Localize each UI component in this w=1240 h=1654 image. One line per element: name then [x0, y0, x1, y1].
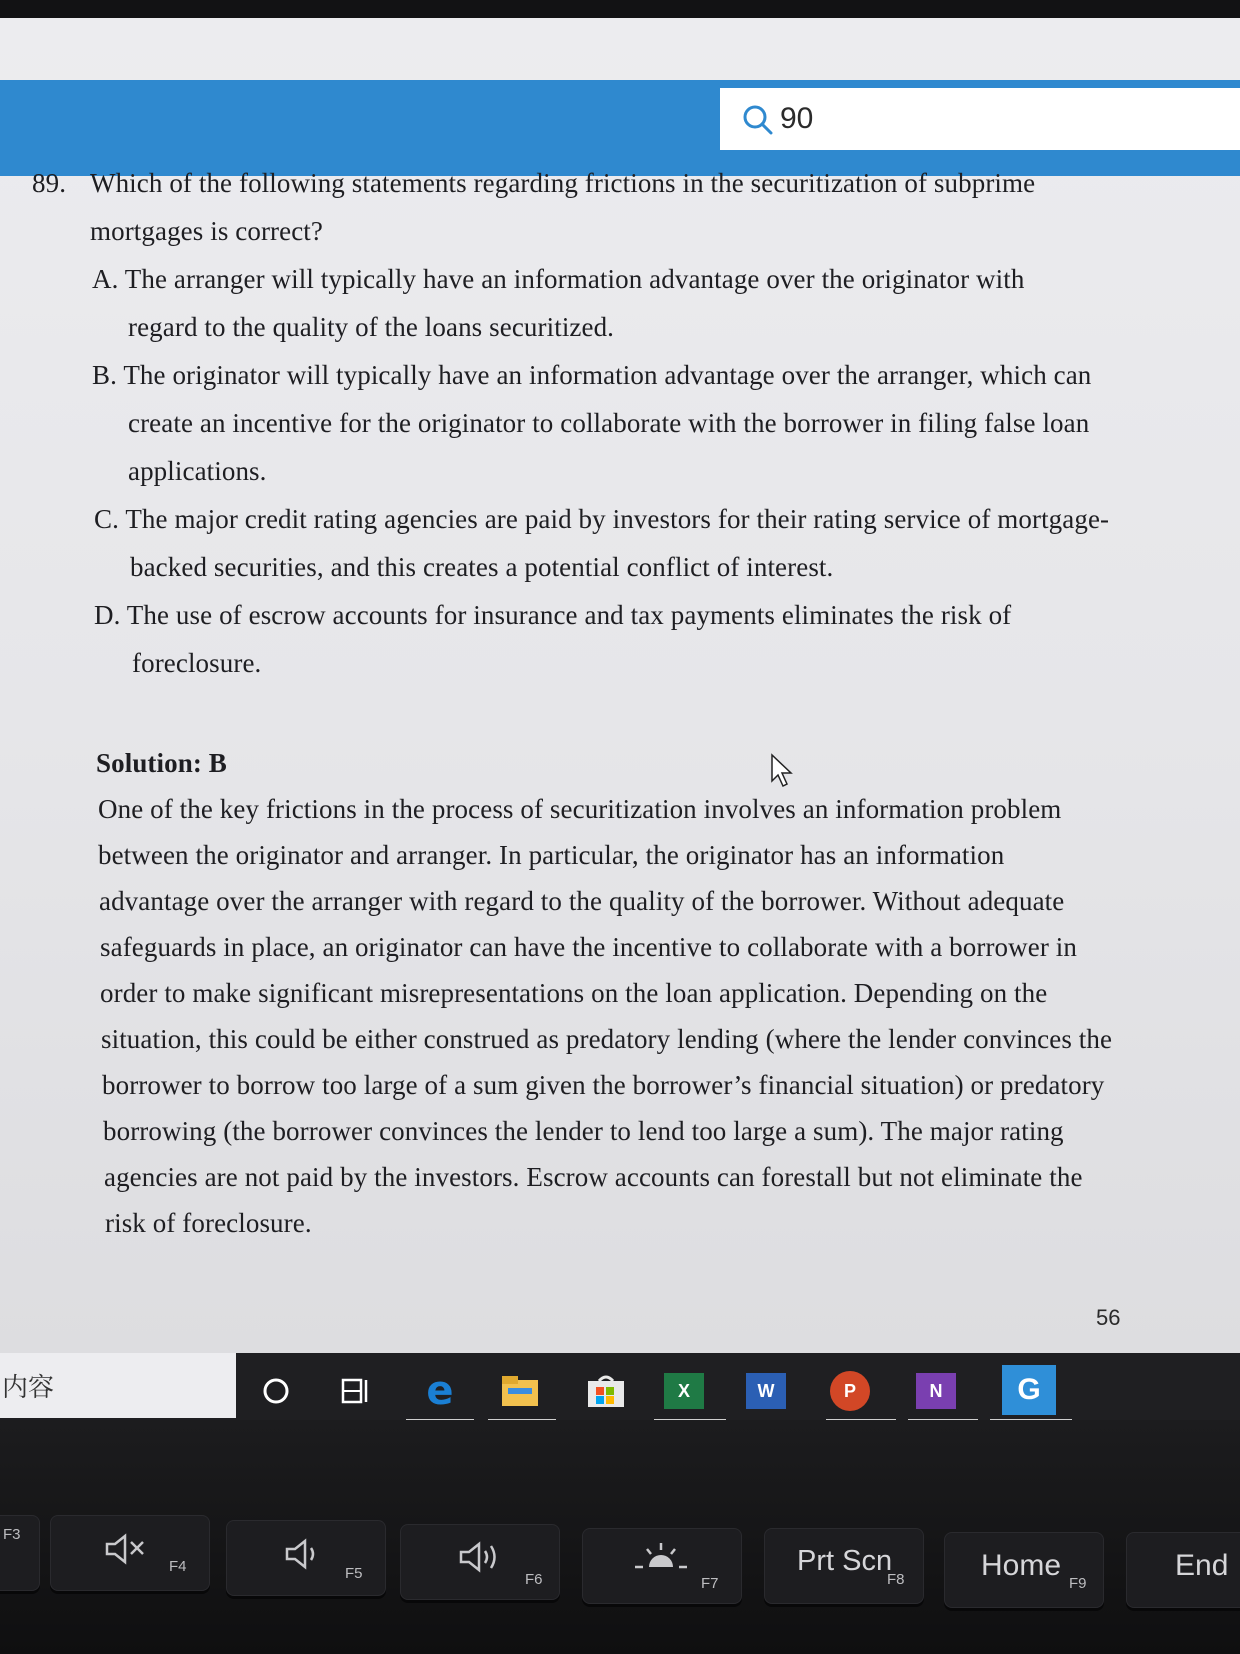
option-b-line: create an incentive for the originator to collaborate with the borrower in filing false loan	[128, 408, 1090, 438]
screen	[0, 18, 1240, 1420]
file-explorer-icon[interactable]	[500, 1371, 540, 1411]
store-icon[interactable]	[586, 1371, 626, 1411]
page-number: 56	[1096, 1305, 1121, 1330]
taskbar	[0, 1353, 1240, 1420]
solution-line: One of the key frictions in the process of securitization involves an information problem	[98, 794, 1062, 824]
powerpoint-icon[interactable]: P	[830, 1371, 870, 1411]
word-icon[interactable]: W	[746, 1371, 786, 1411]
option-a-line: regard to the quality of the loans securitized.	[128, 312, 615, 342]
excel-icon[interactable]: X	[664, 1371, 704, 1411]
key-f8[interactable]: Prt Scn F8	[764, 1528, 924, 1604]
search-field[interactable]	[720, 88, 1240, 150]
solution-line: order to make significant misrepresentations on the loan application. Depending on the	[100, 978, 1048, 1008]
key-f5[interactable]: F5	[226, 1520, 386, 1596]
search-query: 90	[780, 102, 814, 135]
edge-icon[interactable]: e	[426, 1368, 454, 1414]
keyboard	[0, 1420, 1240, 1654]
mouse-pointer-icon	[770, 753, 794, 789]
key-f9[interactable]: Home F9	[944, 1532, 1104, 1608]
solution-heading: Solution: B	[96, 748, 227, 778]
key-f4[interactable]: F4	[50, 1515, 210, 1591]
key-f7[interactable]: F7	[582, 1528, 742, 1604]
solution-line: safeguards in place, an originator can have the incentive to collaborate with a borrower in	[100, 932, 1077, 962]
question-line: mortgages is correct?	[90, 216, 323, 246]
key-f6[interactable]: F6	[400, 1524, 560, 1600]
option-d-line: D. The use of escrow accounts for insurance and tax payments eliminates the risk of	[94, 600, 1012, 630]
option-b-line: B. The originator will typically have an information advantage over the arranger, which can	[92, 360, 1092, 390]
solution-line: between the originator and arranger. In particular, the originator has an information	[98, 840, 1005, 870]
solution-line: advantage over the arranger with regard to the quality of the borrower. Without adequate	[99, 886, 1065, 916]
taskbar-search-box[interactable]	[0, 1353, 236, 1418]
key-f3[interactable]: F3	[0, 1515, 40, 1591]
solution-line: situation, this could be either construed as predatory lending (where the lender convinces the	[101, 1024, 1113, 1054]
volume-up-icon	[457, 1539, 503, 1575]
solution-line: borrowing (the borrower convinces the lender to lend too large a sum). The major rating	[103, 1116, 1064, 1146]
screen-bezel	[0, 0, 1240, 20]
brightness-icon	[633, 1541, 689, 1571]
volume-down-icon	[283, 1537, 323, 1571]
search-icon	[740, 102, 776, 138]
question-number: 89.	[32, 168, 67, 198]
option-c-line: backed securities, and this creates a potential conflict of interest.	[130, 552, 834, 582]
cortana-icon[interactable]	[256, 1371, 296, 1411]
solution-line: risk of foreclosure.	[105, 1208, 312, 1238]
key-end[interactable]: End	[1126, 1532, 1240, 1608]
taskbar-search-text: 内容	[2, 1373, 55, 1403]
option-a-line: A. The arranger will typically have an information advantage over the originator with	[92, 264, 1025, 294]
chrome-like-icon[interactable]: G	[1002, 1365, 1056, 1415]
question-line: Which of the following statements regarding frictions in the securitization of subprime	[90, 168, 1036, 198]
mute-icon	[103, 1532, 149, 1566]
option-d-line: foreclosure.	[132, 648, 262, 678]
solution-line: agencies are not paid by the investors. Escrow accounts can forestall but not eliminate the	[104, 1162, 1083, 1192]
onenote-icon[interactable]: N	[916, 1371, 956, 1411]
option-c-line: C. The major credit rating agencies are paid by investors for their rating service of mortgage-	[94, 504, 1110, 534]
task-view-icon[interactable]	[336, 1371, 376, 1411]
option-b-line: applications.	[128, 456, 267, 486]
solution-line: borrower to borrow too large of a sum given the borrower’s financial situation) or predatory	[102, 1070, 1105, 1100]
